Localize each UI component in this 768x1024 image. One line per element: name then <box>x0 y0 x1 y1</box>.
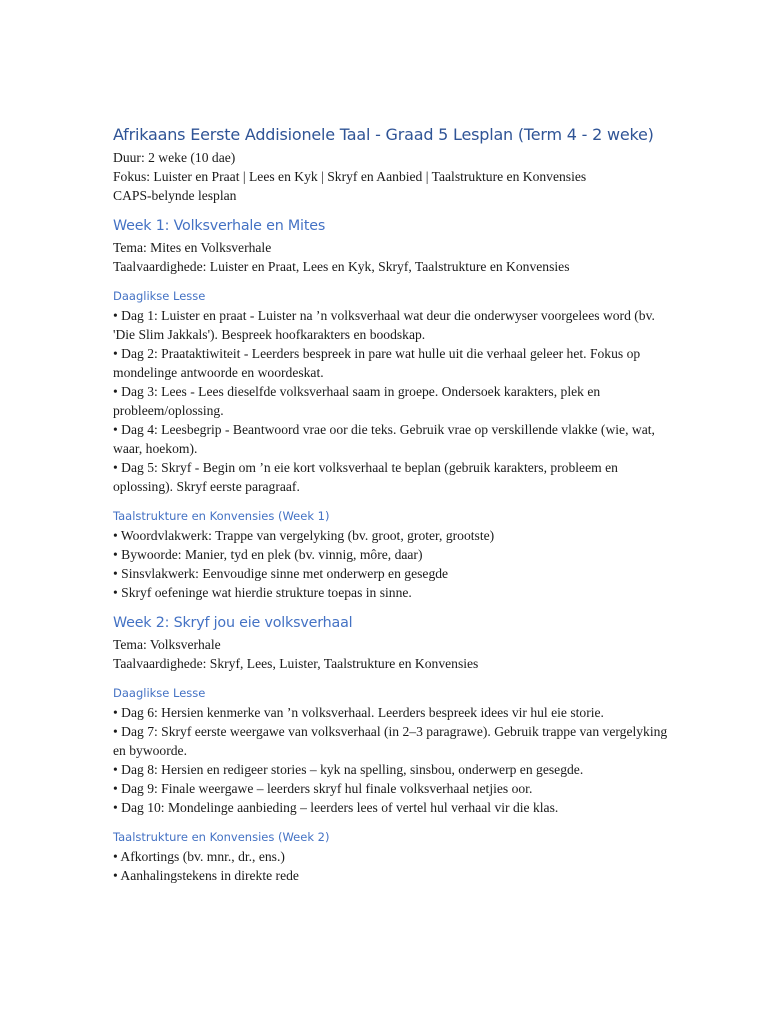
week-1-lessons-heading: Daaglikse Lesse <box>113 289 206 303</box>
structure-item: • Afkortings (bv. mnr., dr., ens.) <box>113 849 285 864</box>
lesson-item: • Dag 3: Lees - Lees dieselfde volksverhaal saam in groepe. Ondersoek karakters, plek en probleem/oplossing. <box>113 384 601 418</box>
week-2-skills: Taalvaardighede: Skryf, Lees, Luister, Taalstrukture en Konvensies <box>113 656 479 671</box>
lesson-item: • Dag 10: Mondelinge aanbieding – leerders lees of vertel hul verhaal vir die klas. <box>113 800 559 815</box>
lesson-item: • Dag 6: Hersien kenmerke van ’n volksverhaal. Leerders bespreek idees vir hul eie storie. <box>113 705 604 720</box>
structure-item: • Skryf oefeninge wat hierdie strukture toepas in sinne. <box>113 585 412 600</box>
structure-item: • Bywoorde: Manier, tyd en plek (bv. vinnig, môre, daar) <box>113 547 423 562</box>
week-2-theme: Tema: Volksverhale <box>113 637 221 652</box>
structure-item: • Woordvlakwerk: Trappe van vergelyking (bv. groot, groter, grootste) <box>113 528 495 543</box>
week-1-theme: Tema: Mites en Volksverhale <box>113 240 272 255</box>
lesson-item: • Dag 8: Hersien en redigeer stories – kyk na spelling, sinsbou, onderwerp en gesegde. <box>113 762 584 777</box>
duration-line: Duur: 2 weke (10 dae) <box>113 150 236 165</box>
week-1-structures-heading: Taalstrukture en Konvensies (Week 1) <box>113 509 330 523</box>
caps-line: CAPS-belynde lesplan <box>113 188 237 203</box>
week-2-section <box>113 613 673 885</box>
structure-item: • Sinsvlakwerk: Eenvoudige sinne met onderwerp en gesegde <box>113 566 449 581</box>
week-2-structures-heading: Taalstrukture en Konvensies (Week 2) <box>113 830 330 844</box>
week-1-section <box>113 216 673 602</box>
lesson-item: • Dag 2: Praataktiwiteit - Leerders bespreek in pare wat hulle uit die verhaal geleer het. Fokus op mondelinge antwoorde en woordeskat. <box>113 346 641 380</box>
lesson-item: • Dag 1: Luister en praat - Luister na ’n volksverhaal wat deur die onderwyser voorgelees word (bv. 'Die Slim Jakkals'). Bespreek hoofkarakters en boodskap. <box>113 308 655 342</box>
document-page <box>113 124 673 885</box>
document-title: Afrikaans Eerste Addisionele Taal - Graad 5 Lesplan (Term 4 - 2 weke) <box>113 125 654 144</box>
focus-line: Fokus: Luister en Praat | Lees en Kyk | Skryf en Aanbied | Taalstrukture en Konvensies <box>113 169 587 184</box>
week-2-lessons-heading: Daaglikse Lesse <box>113 686 206 700</box>
structure-item: • Aanhalingstekens in direkte rede <box>113 868 299 883</box>
week-2-title: Week 2: Skryf jou eie volksverhaal <box>113 615 353 631</box>
week-1-skills: Taalvaardighede: Luister en Praat, Lees en Kyk, Skryf, Taalstrukture en Konvensies <box>113 259 570 274</box>
lesson-item: • Dag 5: Skryf - Begin om ’n eie kort volksverhaal te beplan (gebruik karakters, probleem en oplossing). Skryf eerste paragraaf. <box>113 460 618 494</box>
lesson-item: • Dag 7: Skryf eerste weergawe van volksverhaal (in 2–3 paragrawe). Gebruik trappe van vergelyking en bywoorde. <box>113 724 668 758</box>
week-1-title: Week 1: Volksverhale en Mites <box>113 218 326 234</box>
lesson-item: • Dag 9: Finale weergawe – leerders skryf hul finale volksverhaal netjies oor. <box>113 781 533 796</box>
lesson-item: • Dag 4: Leesbegrip - Beantwoord vrae oor die teks. Gebruik vrae op verskillende vlakke (wie, wat, waar, hoekom). <box>113 422 655 456</box>
